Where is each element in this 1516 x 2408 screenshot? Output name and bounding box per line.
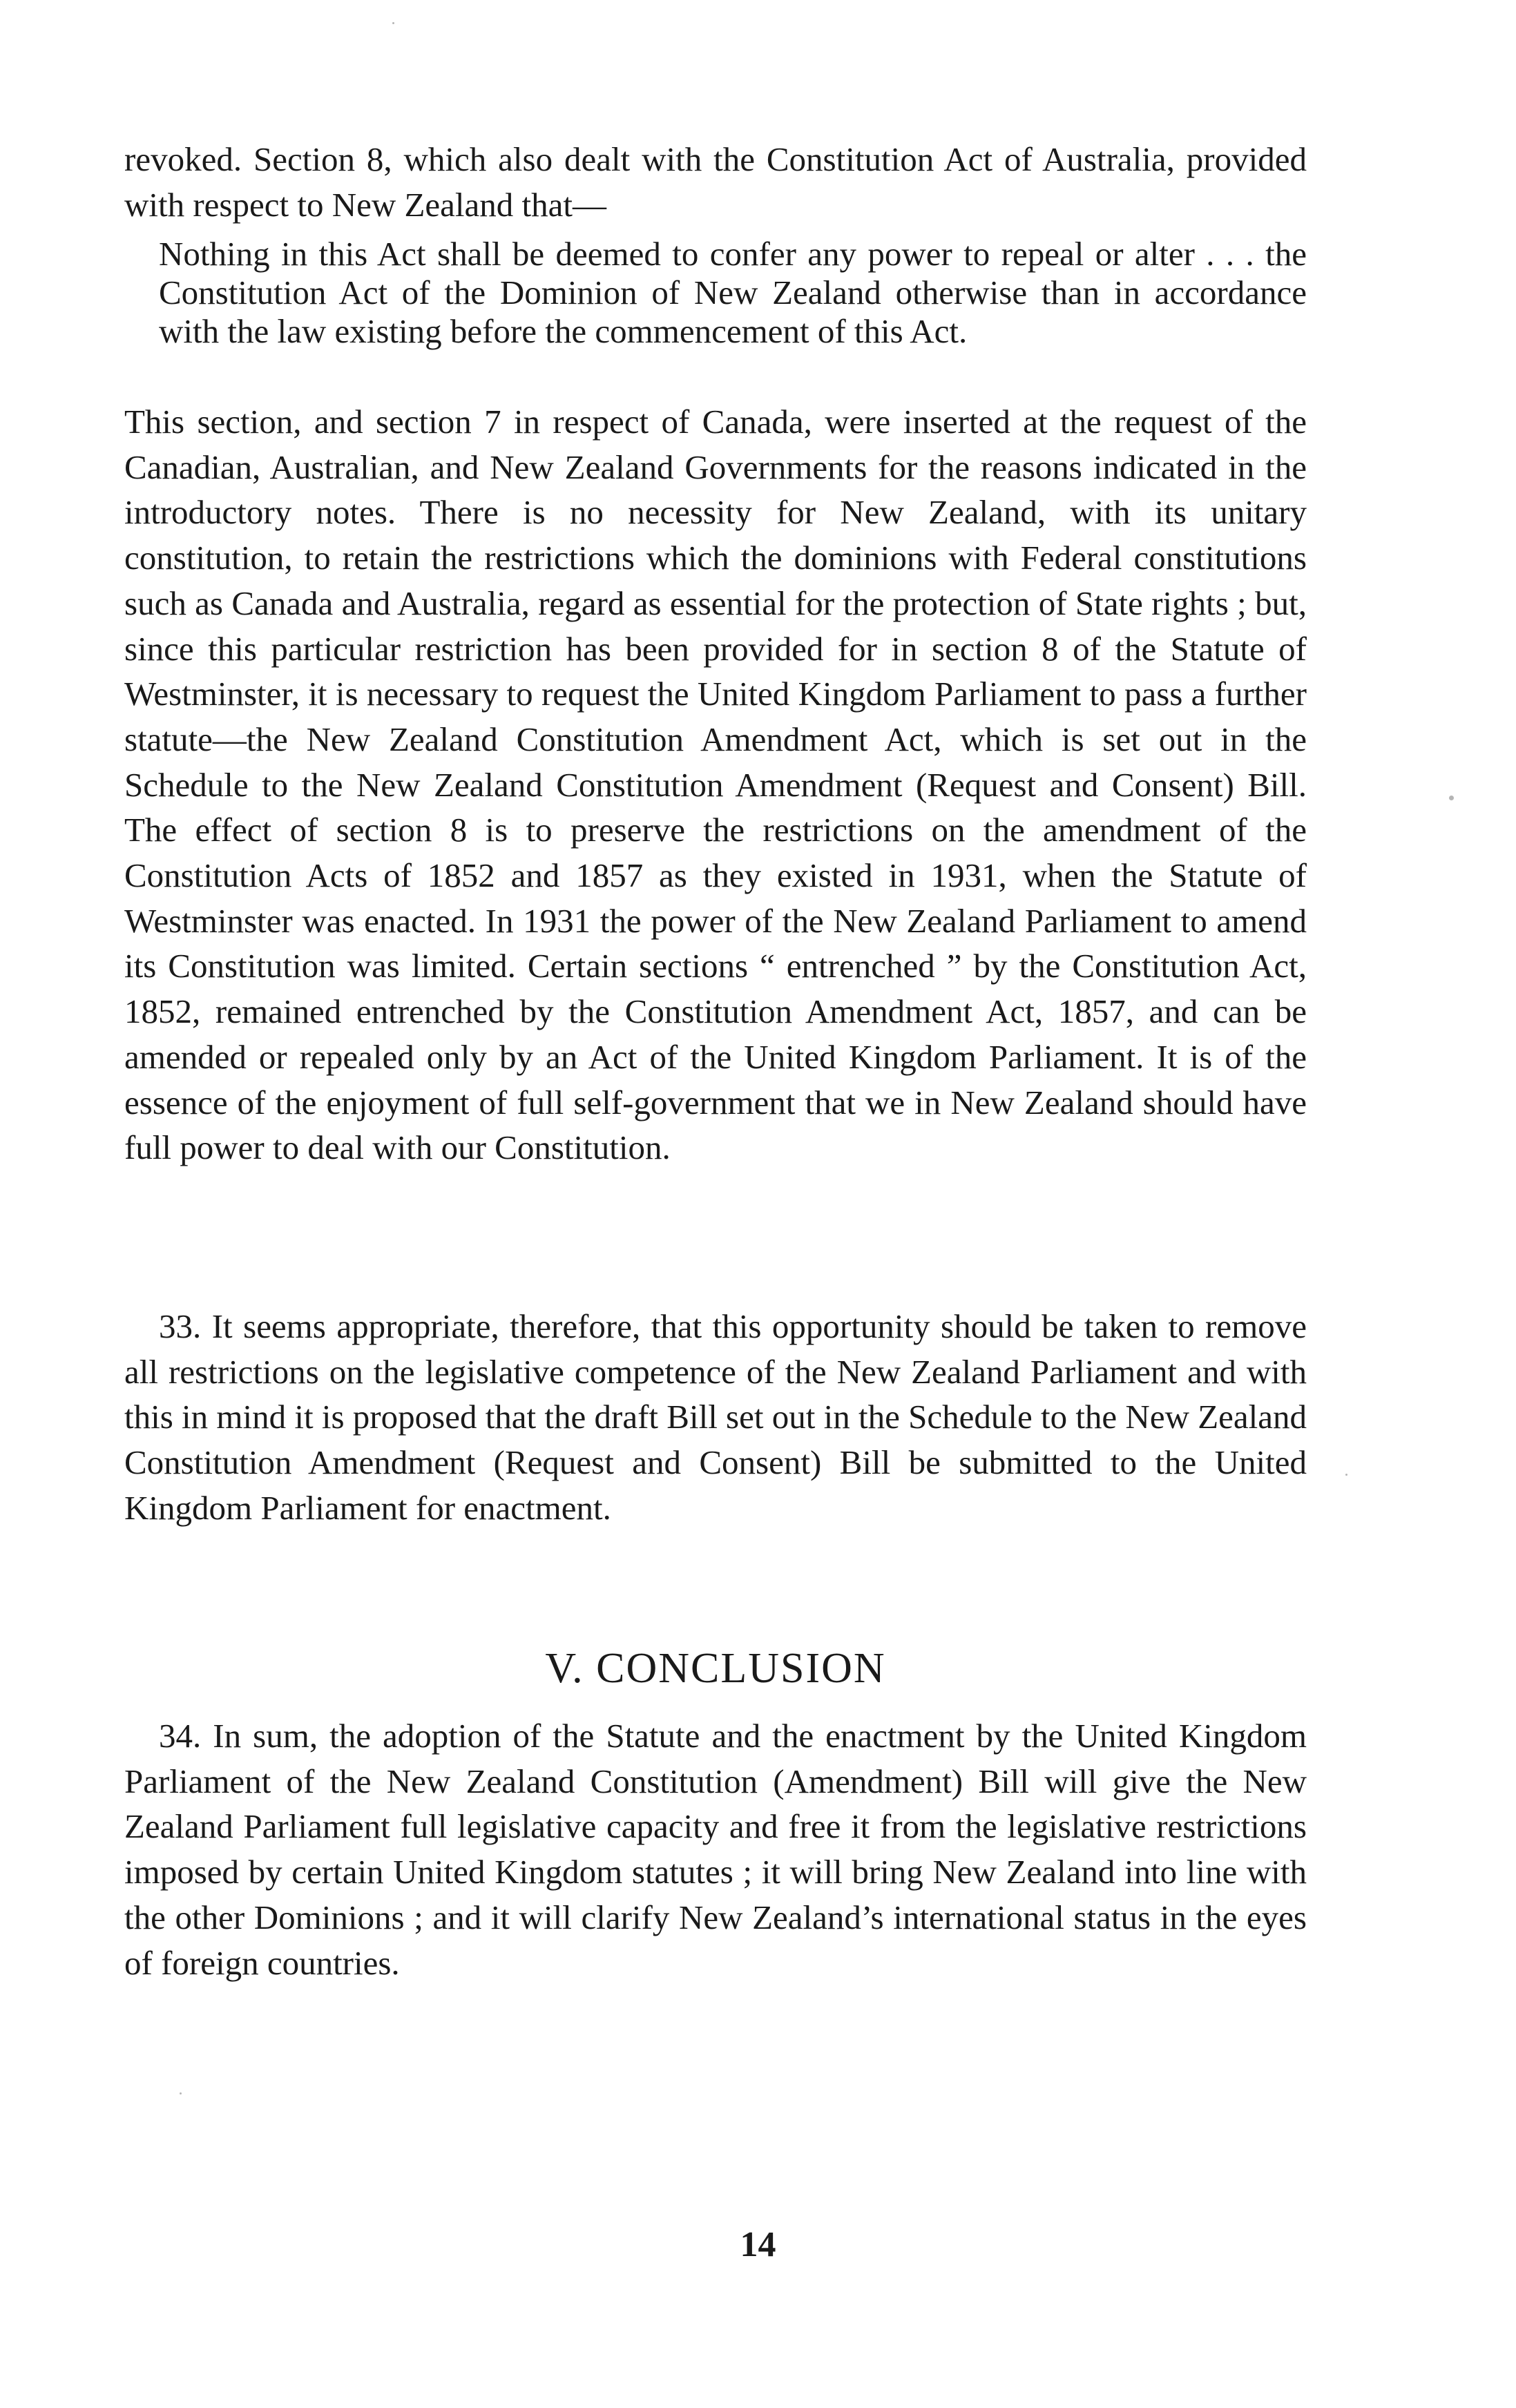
paragraph-33: 33. It seems appropriate, therefore, that this opportunity should be taken to remove all restrictions on the legislative competence of the New Zealand Parliament and with this in mind it is proposed that the draft Bill set out in the Schedule to the New Zealand Constitution Amendment (Request and Consent) Bill be submitted to the United Kingdom Parliament for enactment. — [124, 1307, 1307, 1527]
paragraph-revoked: revoked. Section 8, which also dealt with the Constitution Act of Australia, provided with respect to New Zealand that— — [124, 140, 1307, 224]
scan-speck — [1449, 796, 1454, 800]
scan-speck — [180, 2092, 182, 2094]
scan-speck — [392, 22, 394, 24]
scan-speck — [1345, 1474, 1347, 1476]
paragraph-section-explanation: This section, and section 7 in respect of Canada, were inserted at the request of the Canadian, Australian, and New Zealand Governments for the reasons indicated in the introductory notes. There is no necessity for New Zealand, with its unitary constitution, to retain the restrictions which the dominions with Federal constitutions such as Canada and Australia, regard as essential for the protection of State rights ; but, since this particular restriction has been provided for in section 8 of the Statute of Westminster, it is necessary to request the United Kingdom Parliament to pass a further statute—the New Zealand Constitution Amendment Act, which is set out in the Schedule to the New Zealand Constitution Amendment (Request and Consent) Bill. The effect of section 8 is to preserve the restrictions on the amendment of the Constitution Acts of 1852 and 1857 as they existed in 1931, when the Statute of Westminster was enacted. In 1931 the power of the New Zealand Parliament to amend its Constitution was limited. Certain sections “ entrenched ” by the Constitution Act, 1852, remained entrenched by the Constitution Amendment Act, 1857, and can be amended or repealed only by an Act of the United Kingdom Parliament. It is of the essence of the enjoyment of full self-government that we in New Zealand should have full power to deal with our Constitution. — [124, 403, 1307, 1167]
section-heading-conclusion: V. CONCLUSION — [545, 1645, 886, 1692]
paragraph-34: 34. In sum, the adoption of the Statute and the enactment by the United Kingdom Parliament of the New Zealand Constitution (Amendment) Bill will give the New Zealand Parliament full legislative capacity and free it from the legislative restrictions imposed by certain United Kingdom statutes ; it will bring New Zealand into line with the other Dominions ; and it will clarify New Zealand’s international status in the eyes of foreign countries. — [124, 1717, 1307, 1982]
block-quote: Nothing in this Act shall be deemed to confer any power to repeal or alter . . . the Constitution Act of the Dominion of New Zealand otherwise than in accordance with the law existing before the commencement of this Act. — [159, 235, 1307, 350]
page-number: 14 — [740, 2225, 776, 2264]
